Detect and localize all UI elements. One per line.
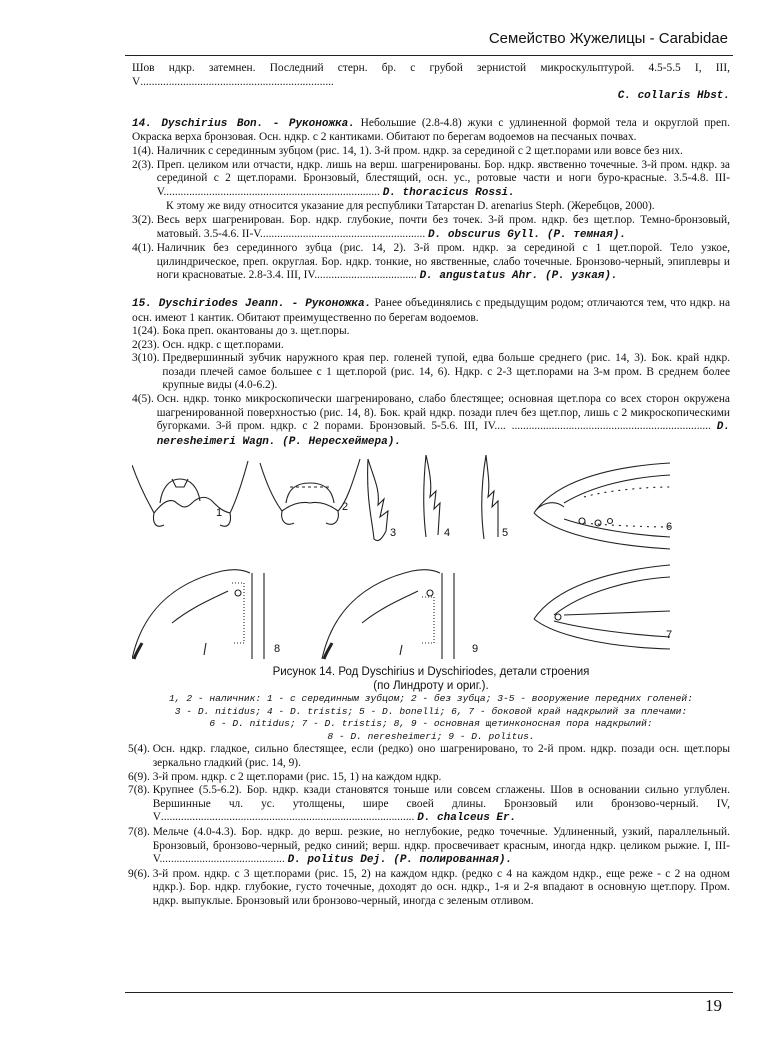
couplet: 2(23). Осн. ндкр. с щет.порами. [132, 338, 284, 351]
drawing-1 [132, 461, 248, 526]
couplet: 4(5). Осн. ндкр. тонко микроскопически шагренировано, слабо блестящее; основная щет.пора со всех сторон окружена шагренированной поверхностью (рис. 14, 8). Бок. край ндкр. позади плеч без щет.пор, лишь с 2 микроскопическими бугорками. 3-й пром. ндкр. с 2 порами. Бронзовый. 5-5.6. III, IV.... ...................................................................... D. neresheimeri Wagn. (Р. Нересхеймера). [132, 393, 730, 448]
species-name: D. neresheimeri Wagn. (Р. Нересхеймера). [156, 421, 730, 448]
figure-label: 1 [216, 507, 223, 520]
drawing-7 [534, 565, 673, 649]
running-header: Семейство Жужелицы - Carabidae [488, 30, 728, 47]
genus-heading: 15. Dyschiriodes Jeann. - Руконожка. [132, 297, 372, 310]
figure-caption: Рисунок 14. Род Dyschirius и Dyschiriodes, детали строения [272, 666, 590, 679]
couplet: 7(8). Крупнее (5.5-6.2). Бор. ндкр. кзади становятся тоньше или совсем сглажены. Шов в основании сильно углублен. Вершинные чл. ус. утолщены, шире своей длины. Бронзовый или бронзово-черный. IV, V......................................................................................... D. chalceus Er. [128, 784, 730, 825]
couplet: 3(10). Предвершинный зубчик наружного края пер. голеней тупой, едва больше среднего (рис. 14, 3). Бок. край ндкр. позади плечей самое большее с 1 щет.порой (рис. 14, 6). Ндкр. с 2-3 щет.порами на 3-м пром. В среднем более крупные виды (4.0-6.2). [132, 352, 730, 392]
genus-15-paragraph: 15. Dyschiriodes Jeann. - Руконожка. Ранее объединялись с предыдущим родом; отличаются тем, что ндкр. на осн. имеют 1 кантик. Обитают преимущественно по берегам водоемов. [132, 296, 731, 324]
key-text [128, 62, 731, 909]
page-number: 19 [705, 996, 722, 1015]
figure-legend-line: 1, 2 - наличник: 1 - с серединным зубцом; 2 - без зубца; 3-5 - вооружение передних голеней: [169, 693, 693, 705]
drawing-4 [424, 455, 440, 537]
drawing-3 [368, 459, 388, 541]
couplet: 3(2). Весь верх шагренирован. Бор. ндкр. глубокие, почти без точек. 3-й пром. ндкр. без щет.пор. Темно-бронзовый, матовый. 3.5-4.6. II-V.......................................................... D. obscurus Gyll. (Р. темная). [132, 213, 730, 241]
figure-legend-line: 6 - D. nitidus; 7 - D. tristis; 8, 9 - основная щетинконосная пора надкрылий: [209, 718, 653, 730]
figure-label: 7 [666, 629, 673, 642]
drawing-5 [482, 455, 498, 539]
couplet: 6(9). 3-й пром. ндкр. с 2 щет.порами (рис. 15, 1) на каждом ндкр. [128, 770, 442, 783]
couplet: 5(4). Осн. ндкр. гладкое, сильно блестящее, если (редко) оно шагренировано, то 2-й пром. ндкр. позади осн. щет.поры зеркально гладкий (рис. 14, 9). [128, 743, 730, 770]
figure-label: 9 [472, 643, 479, 656]
genus-14-paragraph: 14. Dyschirius Bon. - Руконожка. Небольшие (2.8-4.8) жуки с удлиненной формой тела и округлой преп. Окраска верха бронзовая. Осн. ндкр. с 2 кантиками. Обитают по берегам водоемов на песчаных почвах. [132, 116, 730, 144]
couplet: 1(4). Наличник с серединным зубцом (рис. 14, 1). 3-й пром. ндкр. за серединой с 2 щет.порами или вовсе без них. [132, 144, 683, 157]
figure-label: 4 [444, 527, 451, 540]
figure-label: 6 [666, 521, 673, 534]
couplet: 7(8). Мельче (4.0-4.3). Бор. ндкр. до верш. резкие, но неглубокие, редко точечные. Удлиненный, узкий, параллельный. Бронзовый, бронзово-черный, редко синий; верш. ндкр. просвечивает красным, иногда ндкр. целиком рыжие. I, III-V............................................ D. politus Dej. (Р. полированная). [128, 826, 730, 867]
couplet: 1(24). Бока преп. окантованы до з. щет.поры. [132, 325, 350, 338]
couplet: 9(6). 3-й пром. ндкр. с 3 щет.порами (рис. 15, 2) на каждом ндкр. (редко с 4 на каждом ндкр., еще реже - с 2 на одном ндкр.). Бор. ндкр. глубокие, густо точечные, доходят до осн. ндкр., 1-я и 2-я впадают в основную щет.пору. Пром. ндкр. выпуклые. Бронзовый или бронзово-черный, иногда с зеленым отливом. [128, 867, 730, 907]
figure-legend-line: 8 - D. neresheimeri; 9 - D. politus. [327, 730, 535, 742]
species-name: D. obscurus Gyll. (Р. темная). [428, 228, 627, 241]
genus-heading: 14. Dyschirius Bon. - Руконожка. [132, 117, 355, 130]
drawing-6 [534, 463, 673, 549]
species-name: D. politus Dej. (Р. полированная). [287, 854, 513, 867]
species-name: D. angustatus Ahr. (Р. узкая). [419, 270, 618, 283]
note: К этому же виду относится указание для республики Татарстан D. arenarius Steph. (Жеребцов, 2000). [166, 200, 655, 213]
species-name: D. thoracicus Rossi. [382, 186, 515, 199]
couplet: 2(3). Преп. целиком или отчасти, ндкр. лишь на верш. шагренированы. Бор. ндкр. явственно точечные. 3-й пром. ндкр. за серединой с 2 щет.порами. Бронзовый, блестящий, осн. ус., ротовые части и ноги буро-красные. 3.5-4.8. III-V............................................................................ D. thoracicus Rossi. [132, 158, 730, 199]
figure-legend-line: 3 - D. nitidus; 4 - D. tristis; 5 - D. bonelli; 6, 7 - боковой край надкрылий за плечами: [174, 705, 688, 717]
couplet: 4(1). Наличник без серединного зубца (рис. 14, 2). 3-й пром. ндкр. за серединой с 1 щет.порой. Тело узкое, цилиндрическое, преп. округлая. Бор. ндкр. тонкие, но явственные, слабо точечные. Бронзово-черный, эпиплевры и ноги красноватые. 2.8-3.4. III, IV.................................... D. angustatus Ahr. (Р. узкая). [132, 242, 730, 283]
figure-label: 8 [274, 643, 281, 656]
figure-14 [132, 453, 730, 663]
drawing-8 [132, 570, 264, 659]
couplet-text: Шов ндкр. затемнен. Последний стерн. бр. с грубой зернистой микроскульптурой. 4.5-5.5 I, III, V.................................................................... [132, 62, 730, 88]
figure-label: 3 [390, 527, 397, 540]
figure-label: 2 [342, 501, 349, 514]
drawing-9 [322, 570, 454, 659]
header-rule [125, 55, 733, 56]
figure-drawings [132, 453, 730, 663]
figure-caption-source: (по Линдроту и ориг.). [373, 680, 489, 693]
species-name: C. collaris Hbst. [617, 90, 730, 103]
figure-label: 5 [502, 527, 509, 540]
footer-rule [125, 992, 733, 993]
species-name: D. chalceus Er. [417, 812, 517, 825]
